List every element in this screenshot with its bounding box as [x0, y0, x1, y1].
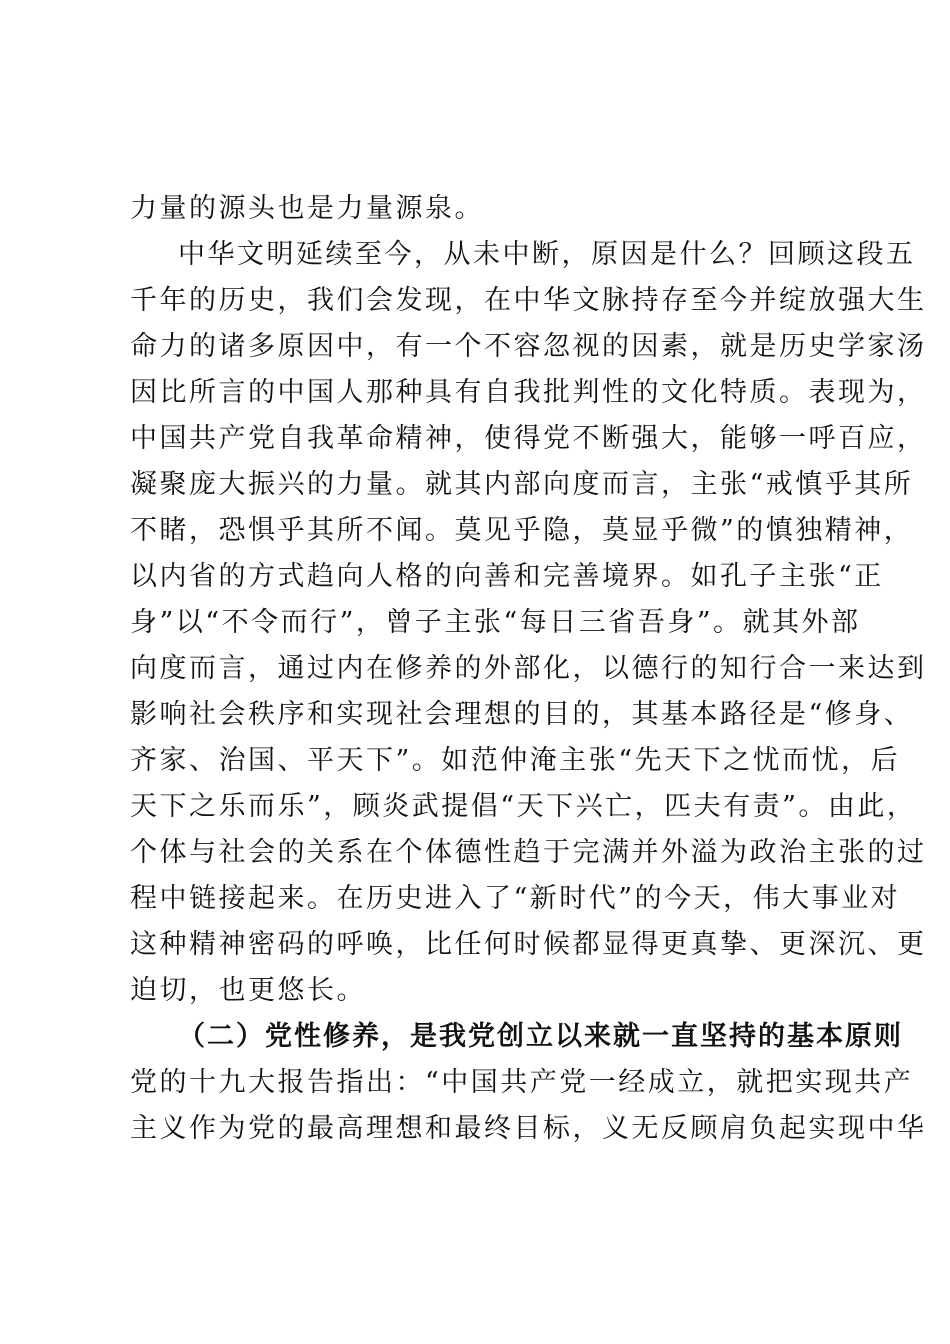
section-heading: （二）党性修养，是我党创立以来就一直坚持的基本原则 [178, 1021, 903, 1052]
text-line: 身”以“不令而行”，曾子主张“每日三省吾身”。就其外部 [130, 607, 861, 638]
text-line: 天下之乐而乐”，顾炎武提倡“天下兴亡，匹夫有责”。由此， [130, 791, 917, 822]
text-line: 党的十九大报告指出：“中国共产党一经成立，就把实现共产 [130, 1067, 914, 1098]
paragraph-start-line: 中华文明延续至今，从未中断，原因是什么？回顾这段五 [178, 239, 916, 270]
text-line: 这种精神密码的呼唤，比任何时候都显得更真挚、更深沉、更 [130, 929, 927, 960]
text-line: 以内省的方式趋向人格的向善和完善境界。如孔子主张“正 [130, 561, 884, 592]
text-line: 影响社会秩序和实现社会理想的目的，其基本路径是“修身、 [130, 699, 914, 730]
text-line: 向度而言，通过内在修养的外部化，以德行的知行合一来达到 [130, 653, 927, 684]
text-line: 个体与社会的关系在个体德性趋于完满并外溢为政治主张的过 [130, 837, 927, 868]
text-line: 命力的诸多原因中，有一个不容忽视的因素，就是历史学家汤 [130, 331, 927, 362]
text-line: 齐家、治国、平天下”。如范仲淹主张“先天下之忧而忧，后 [130, 745, 901, 776]
text-line: 程中链接起来。在历史进入了“新时代”的今天，伟大事业对 [130, 883, 901, 914]
text-line: 凝聚庞大振兴的力量。就其内部向度而言，主张“戒慎乎其所 [130, 469, 914, 500]
text-line: 中国共产党自我革命精神，使得党不断强大，能够一呼百应， [130, 423, 927, 454]
text-line: 因比所言的中国人那种具有自我批判性的文化特质。表现为， [130, 377, 927, 408]
text-line: 迫切，也更悠长。 [130, 975, 366, 1006]
text-line: 千年的历史，我们会发现，在中华文脉持存至今并绽放强大生 [130, 285, 927, 316]
text-line: 力量的源头也是力量源泉。 [130, 193, 484, 224]
text-line: 主义作为党的最高理想和最终目标，义无反顾肩负起实现中华 [130, 1113, 927, 1144]
text-line: 不睹，恐惧乎其所不闻。莫见乎隐，莫显乎微”的慎独精神， [130, 515, 914, 546]
